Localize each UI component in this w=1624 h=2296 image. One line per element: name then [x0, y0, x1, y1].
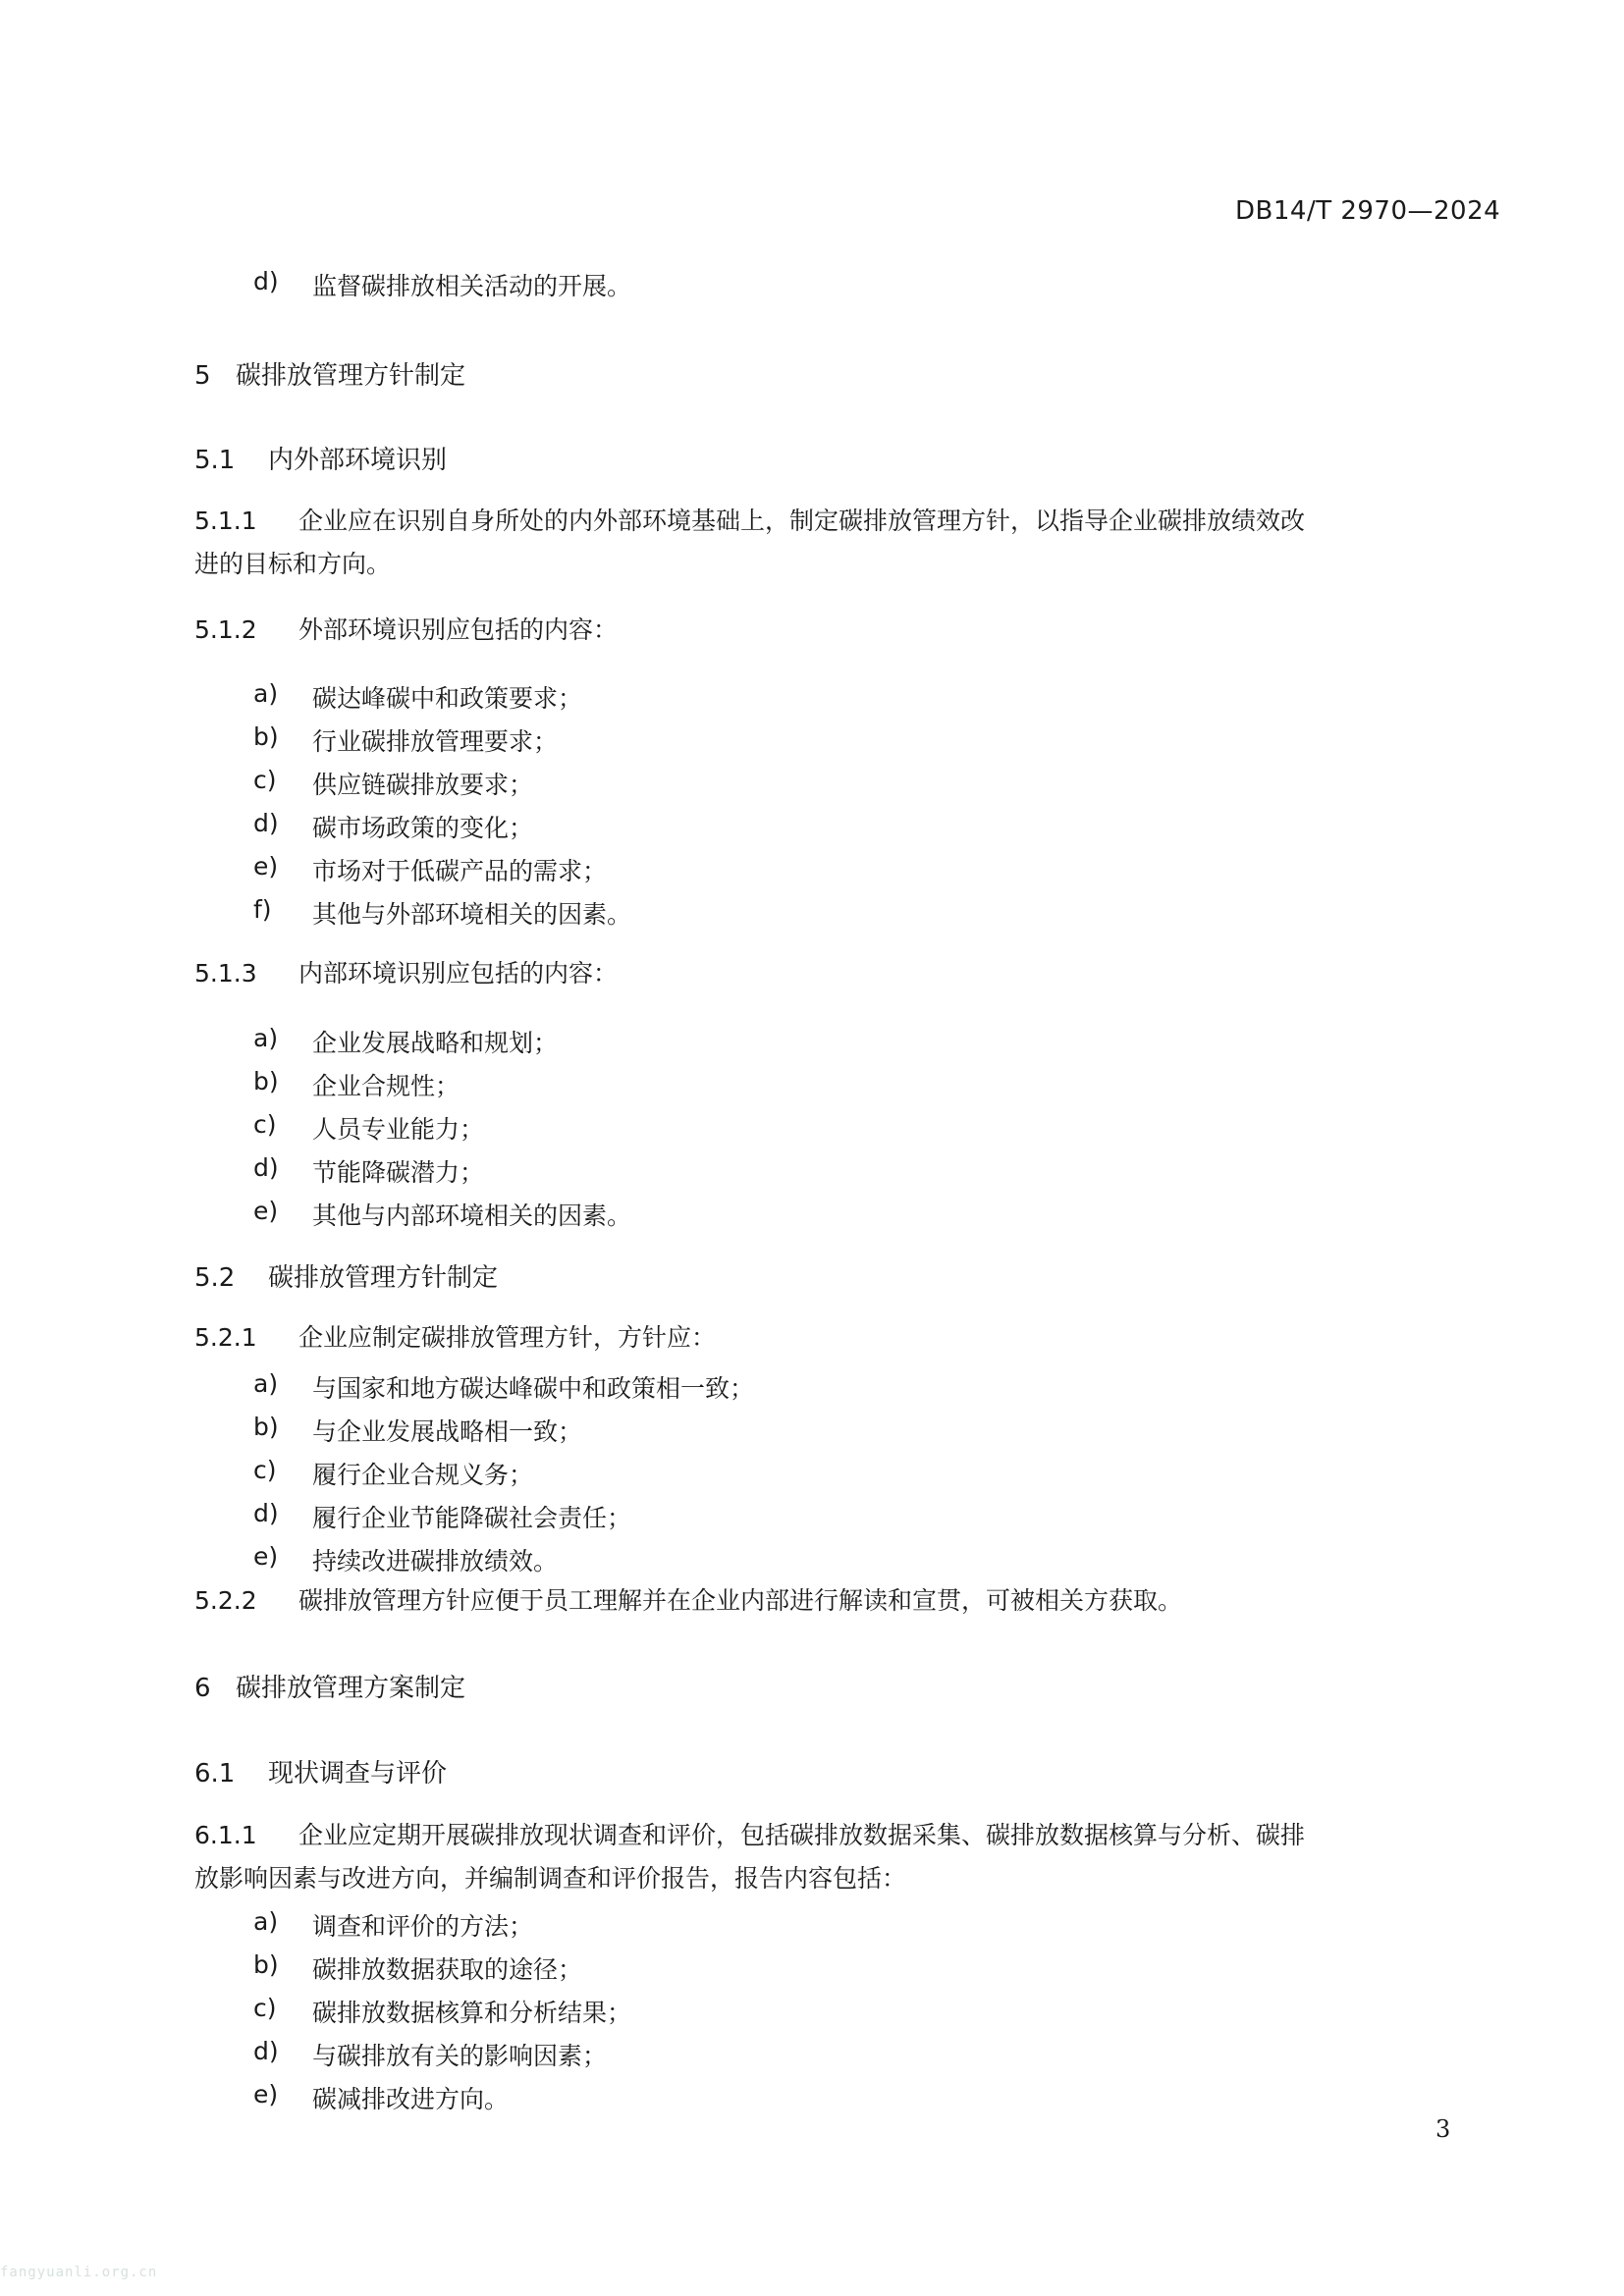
list-item-text: 其他与外部环境相关的因素。	[312, 900, 632, 929]
section-title: 碳排放管理方案制定	[236, 1674, 466, 1703]
clause-number: 5.1.3	[194, 959, 257, 988]
list-item-label: d)	[253, 2037, 279, 2065]
watermark: fangyuanli.org.cn	[0, 2265, 158, 2280]
list-item-label: a)	[253, 1907, 279, 1936]
paragraph-5-1-2	[194, 609, 618, 652]
subsection-heading-5-1	[194, 440, 447, 476]
list-item-text: 碳减排改进方向。	[312, 2085, 510, 2113]
paragraph-5-2-1	[194, 1316, 716, 1360]
list-item-text: 行业碳排放管理要求；	[312, 727, 559, 756]
list-item-text: 调查和评价的方法；	[312, 1912, 534, 1941]
section-number: 5.1	[194, 446, 236, 475]
list-item-label: c)	[253, 1994, 277, 2022]
section-number: 5.2	[194, 1263, 236, 1293]
list-item-text: 履行企业节能降碳社会责任；	[312, 1504, 632, 1532]
list-item-label: b)	[253, 1067, 279, 1095]
list-item-text: 碳排放数据核算和分析结果；	[312, 1999, 632, 2027]
paragraph-text: 碳排放管理方针应便于员工理解并在企业内部进行解读和宣贯，可被相关方获取。	[298, 1586, 1183, 1615]
list-item-label: c)	[253, 1110, 277, 1139]
list-item-text: 其他与内部环境相关的因素。	[312, 1201, 632, 1230]
section-number: 6	[194, 1674, 211, 1703]
paragraph-5-1-1	[194, 500, 1305, 586]
list-item-label: b)	[253, 722, 279, 751]
list-item-text: 碳市场政策的变化；	[312, 814, 534, 842]
list-item-label: d)	[253, 1499, 279, 1527]
clause-number: 5.2.2	[194, 1586, 257, 1615]
list-item-label: a)	[253, 679, 279, 708]
paragraph-line: 放影响因素与改进方向，并编制调查和评价报告，报告内容包括：	[194, 1864, 907, 1893]
paragraph-text: 外部环境识别应包括的内容：	[298, 615, 619, 644]
list-item-label: d)	[253, 809, 279, 837]
list-item-label: b)	[253, 1413, 279, 1441]
list-item-text: 与国家和地方碳达峰碳中和政策相一致；	[312, 1374, 755, 1403]
paragraph-line: 进的目标和方向。	[194, 550, 392, 578]
list-item-label: c)	[253, 766, 277, 794]
section-title: 内外部环境识别	[268, 446, 448, 475]
section-number: 5	[194, 361, 211, 391]
list-item-label: e)	[253, 1542, 279, 1571]
clause-number: 6.1.1	[194, 1821, 257, 1849]
paragraph-5-1-3	[194, 952, 618, 995]
clause-number: 5.1.1	[194, 507, 257, 535]
subsection-heading-6-1	[194, 1753, 447, 1789]
paragraph-5-2-2	[194, 1579, 1182, 1623]
list-item-label: a)	[253, 1024, 279, 1052]
list-item-text: 碳排放数据获取的途径；	[312, 1955, 583, 1984]
page-number: 3	[1435, 2115, 1451, 2143]
list-item-text: 人员专业能力；	[312, 1115, 485, 1144]
paragraph-line: 企业应定期开展碳排放现状调查和评价，包括碳排放数据采集、碳排放数据核算与分析、碳排	[298, 1821, 1306, 1849]
list-item-text: 企业发展战略和规划；	[312, 1029, 559, 1057]
list-item-text: 节能降碳潜力；	[312, 1158, 485, 1187]
paragraph-text: 企业应制定碳排放管理方针，方针应：	[298, 1323, 717, 1352]
list-item-label: e)	[253, 1197, 279, 1225]
section-heading-6	[194, 1668, 465, 1704]
section-title: 碳排放管理方针制定	[268, 1263, 499, 1293]
list-item-label: e)	[253, 2080, 279, 2109]
subsection-heading-5-2	[194, 1257, 498, 1294]
list-item-label: e)	[253, 852, 279, 881]
clause-number: 5.1.2	[194, 615, 257, 644]
list-item-text: 与碳排放有关的影响因素；	[312, 2042, 608, 2070]
standard-code: DB14/T 2970—2024	[1235, 196, 1501, 226]
list-item-label: f)	[253, 895, 272, 924]
paragraph-6-1-1	[194, 1814, 1305, 1900]
clause-number: 5.2.1	[194, 1323, 257, 1352]
list-item-label: c)	[253, 1456, 277, 1484]
section-number: 6.1	[194, 1759, 236, 1789]
list-item-label: d)	[253, 267, 279, 295]
section-title: 现状调查与评价	[268, 1759, 448, 1789]
paragraph-line: 企业应在识别自身所处的内外部环境基础上，制定碳排放管理方针，以指导企业碳排放绩效改	[298, 507, 1306, 535]
list-item-text: 持续改进碳排放绩效。	[312, 1547, 559, 1575]
list-item-label: b)	[253, 1950, 279, 1979]
list-item-text: 碳达峰碳中和政策要求；	[312, 684, 583, 713]
list-item-text: 履行企业合规义务；	[312, 1461, 534, 1489]
list-item-text: 监督碳排放相关活动的开展。	[312, 272, 632, 300]
section-title: 碳排放管理方针制定	[236, 361, 466, 391]
paragraph-text: 内部环境识别应包括的内容：	[298, 959, 619, 988]
list-item-text: 企业合规性；	[312, 1072, 460, 1100]
section-heading-5	[194, 355, 465, 392]
list-item-text: 市场对于低碳产品的需求；	[312, 857, 608, 885]
list-item-label: a)	[253, 1369, 279, 1398]
list-item-text: 与企业发展战略相一致；	[312, 1417, 583, 1446]
list-item-label: d)	[253, 1153, 279, 1182]
list-item-text: 供应链碳排放要求；	[312, 771, 534, 799]
